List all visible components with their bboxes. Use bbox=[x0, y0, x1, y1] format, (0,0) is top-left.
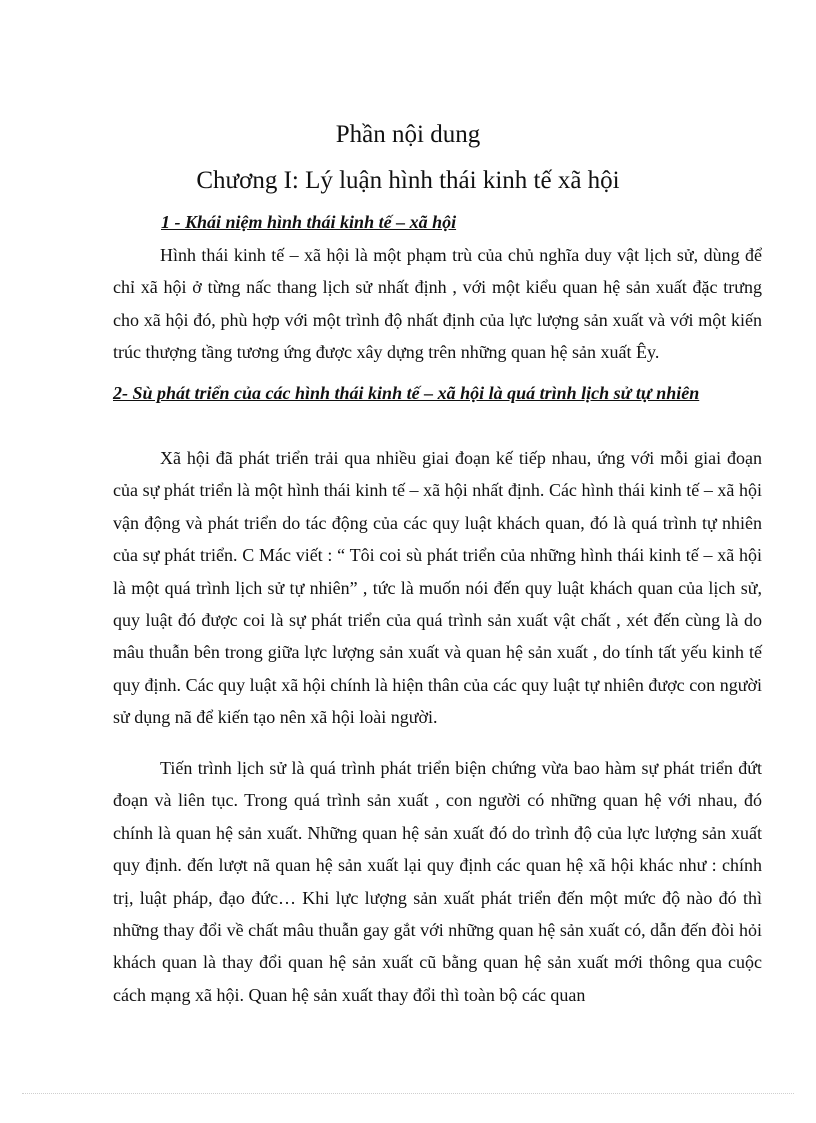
page-title: Phần nội dung bbox=[335, 121, 481, 148]
chapter-title: Chương I: Lý luận hình thái kinh tế xã hội bbox=[196, 167, 620, 194]
section-2-paragraph-2: Tiến trình lịch sử là quá trình phát triển biện chứng vừa bao hàm sự phát triển đứt đoạn và liên tục. Trong quá trình sản xuất , con người có những quan hệ với nhau, đó chính là quan hệ sản xuất. Những quan hệ sản xuất đó do trình độ của lực lượng sản xuất quy định. đến lượt nã quan hệ sản xuất lại quy định các quan hệ xã hội khác như : chính trị, luật pháp, đạo đức… Khi lực lượng sản xuất phát triển đến một mức độ nào đó thì những thay đổi về chất mâu thuẫn gay gắt với những quan hệ sản xuất có, dẫn đến đòi hỏi khách quan là thay đổi quan hệ sản xuất cũ bằng quan hệ sản xuất mới thông qua cuộc cách mạng xã hội. Quan hệ sản xuất thay đổi thì toàn bộ các quan bbox=[113, 758, 762, 1005]
section-1-heading: 1 - Khái niệm hình thái kinh tế – xã hội bbox=[161, 212, 457, 232]
section-1-paragraph: Hình thái kinh tế – xã hội là một phạm trù của chủ nghĩa duy vật lịch sử, dùng để chỉ xã hội ở từng nấc thang lịch sử nhất định , với một kiểu quan hệ sản xuất đặc trưng cho xã hội đó, phù hợp với một trình độ nhất định của lực lượng sản xuất và với một kiến trúc thượng tầng tương ứng được xây dựng trên những quan hệ sản xuất Êy. bbox=[113, 245, 762, 363]
section-2-paragraph-1: Xã hội đã phát triển trải qua nhiều giai đoạn kế tiếp nhau, ứng với mỗi giai đoạn của sự phát triển là một hình thái kinh tế – xã hội nhất định. Các hình thái kinh tế – xã hội vận động và phát triển do tác động của các quy luật khách quan, đó là quá trình tự nhiên của sự phát triển. C Mác viết : “ Tôi coi sù phát triển của những hình thái kinh tế – xã hội là một quá trình lịch sử tự nhiên” , tức là muốn nói đến quy luật khách quan của lịch sử, quy luật đó được coi là sự phát triển của quá trình sản xuất vật chất , xét đến cùng là do mâu thuẫn bên trong giữa lực lượng sản xuất và quan hệ sản xuất , do tính tất yếu kinh tế quy định. Các quy luật xã hội chính là hiện thân của các quy luật tự nhiên được con người sử dụng nã để kiến tạo nên xã hội loài người. bbox=[113, 448, 762, 728]
page-bottom-divider bbox=[22, 1093, 794, 1094]
section-2-heading: 2- Sù phát triển của các hình thái kinh tế – xã hội là quá trình lịch sử tự nhiên bbox=[113, 383, 700, 403]
